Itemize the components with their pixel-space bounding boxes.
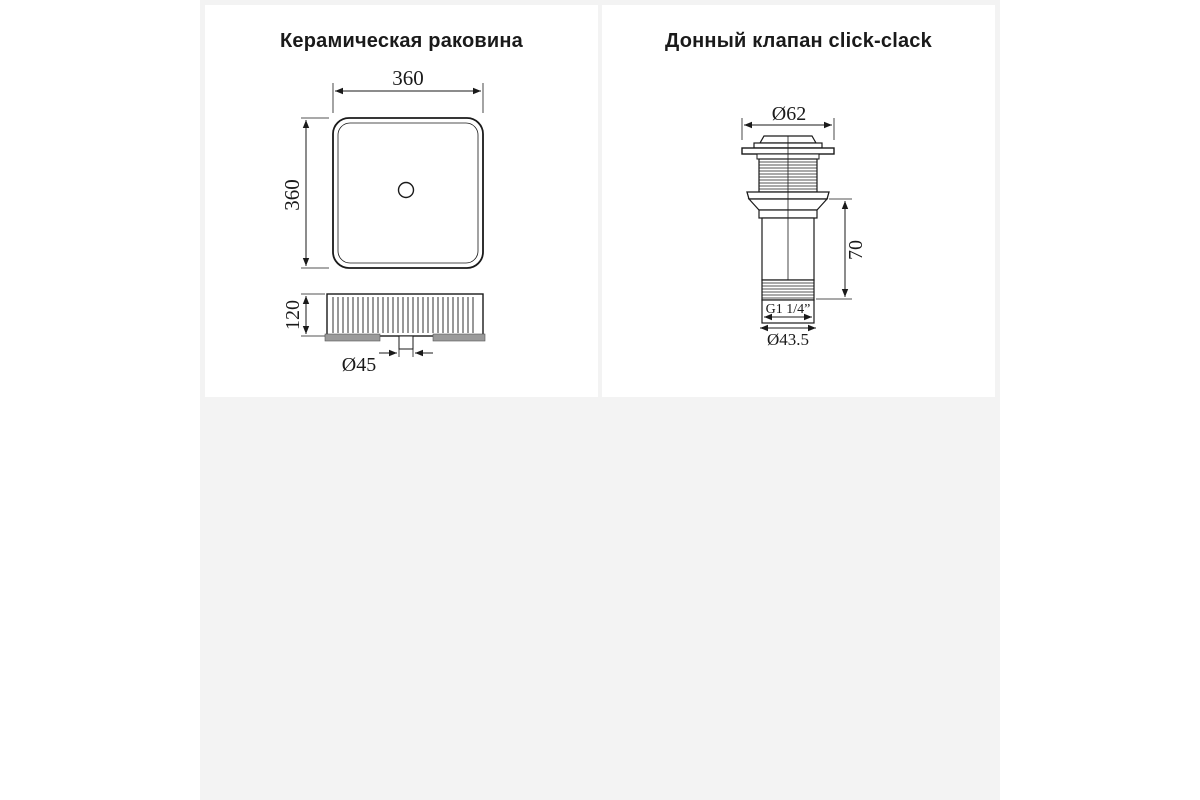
sink-depth-dimension (280, 118, 329, 268)
sink-title: Керамическая раковина (279, 30, 523, 52)
sink-height-label: 120 (282, 300, 304, 330)
drawing-canvas (200, 0, 1000, 800)
sink-width-label: 360 (392, 66, 424, 90)
sink-drawing (205, 5, 598, 397)
valve-drawing (602, 5, 995, 397)
sink-width-dimension (333, 66, 483, 113)
valve-outlet-label: Ø43.5 (766, 330, 810, 349)
sink-height-dimension (282, 294, 325, 336)
sink-top-view (333, 118, 483, 268)
sink-depth-label: 360 (280, 179, 304, 211)
sink-drain-label: Ø45 (341, 354, 377, 376)
valve-cap-dimension (742, 103, 834, 140)
valve-length-label: 70 (845, 240, 867, 260)
valve-title: Донный клапан click-clack (665, 30, 932, 52)
sink-side-view (325, 294, 485, 349)
valve-panel (602, 5, 995, 397)
valve-cap-label: Ø62 (771, 103, 807, 125)
sink-drain-dimension (342, 349, 433, 376)
valve-body (742, 136, 834, 323)
sink-panel (205, 5, 598, 397)
valve-thread-label: G1 1/4” (765, 302, 811, 317)
drain-hole-icon (399, 183, 414, 198)
valve-length-dimension (816, 199, 867, 299)
